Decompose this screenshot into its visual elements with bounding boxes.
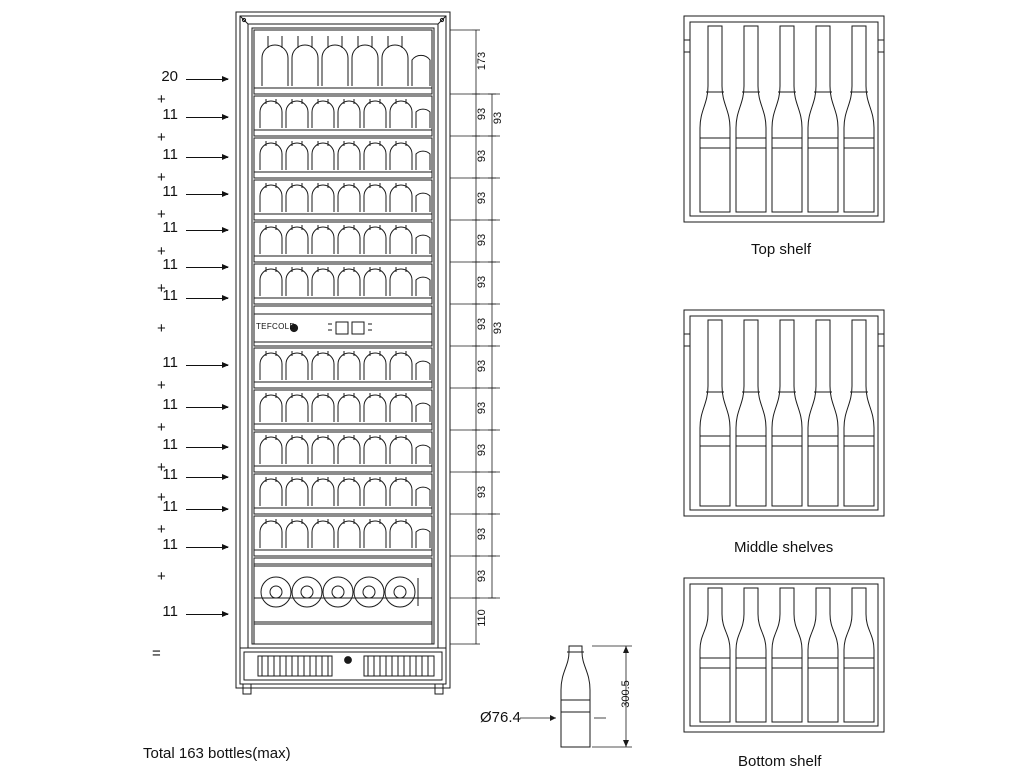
dimension-value: 93 — [476, 443, 488, 457]
bottle-count: 11 — [162, 106, 178, 123]
dimension-value: 93 — [476, 149, 488, 163]
bottle-count: 11 — [162, 396, 178, 413]
plus-sign: + — [157, 169, 166, 186]
bottle-count: 11 — [162, 287, 178, 304]
dimension-value-inner: 93 — [492, 321, 504, 335]
bottle-diameter-label: Ø76.4 — [480, 709, 521, 726]
bottle-count: 20 — [161, 68, 178, 85]
dimension-value: 93 — [476, 191, 488, 205]
plus-sign: + — [157, 91, 166, 108]
plus-sign: + — [157, 243, 166, 260]
bottle-count: 11 — [162, 603, 178, 620]
plus-sign: + — [157, 377, 166, 394]
brand-label: TEFCOLD — [256, 322, 296, 331]
bottle-count: 11 — [162, 436, 178, 453]
plus-sign: + — [157, 521, 166, 538]
plus-sign: + — [157, 129, 166, 146]
bottle-height-label: 300.5 — [620, 680, 632, 708]
bottle-count: 11 — [162, 219, 178, 236]
dimension-value: 93 — [476, 233, 488, 247]
bottle-count: 11 — [162, 498, 178, 515]
dimension-value: 93 — [476, 359, 488, 373]
equals-sign: = — [152, 645, 161, 662]
plus-sign: + — [157, 459, 166, 476]
bottle-count: 11 — [162, 466, 178, 483]
top-shelf-caption: Top shelf — [751, 241, 812, 258]
plus-sign: + — [157, 320, 166, 337]
bottle-count: 11 — [162, 354, 178, 371]
plus-sign: + — [157, 206, 166, 223]
plus-sign: + — [157, 419, 166, 436]
bottle-count: 11 — [162, 183, 178, 200]
bottle-count: 11 — [162, 146, 178, 163]
dimension-value: 93 — [476, 485, 488, 499]
plus-sign: + — [157, 280, 166, 297]
dimension-value: 93 — [476, 569, 488, 583]
dimension-value: 93 — [476, 107, 488, 121]
dimension-value-inner: 93 — [492, 111, 504, 125]
dimension-value: 173 — [476, 51, 488, 71]
dimension-value: 110 — [476, 609, 488, 627]
bottle-count: 11 — [162, 536, 178, 553]
bottom-shelf-caption: Bottom shelf — [738, 753, 822, 770]
dimension-value: 93 — [476, 275, 488, 289]
dimension-value: 93 — [476, 401, 488, 415]
total-bottles-caption: Total 163 bottles(max) — [143, 745, 291, 762]
dimension-value: 93 — [476, 317, 488, 331]
plus-sign: + — [157, 489, 166, 506]
plus-sign: + — [157, 568, 166, 585]
middle-shelves-caption: Middle shelves — [734, 539, 834, 556]
bottle-count: 11 — [162, 256, 178, 273]
dimension-value: 93 — [476, 527, 488, 541]
